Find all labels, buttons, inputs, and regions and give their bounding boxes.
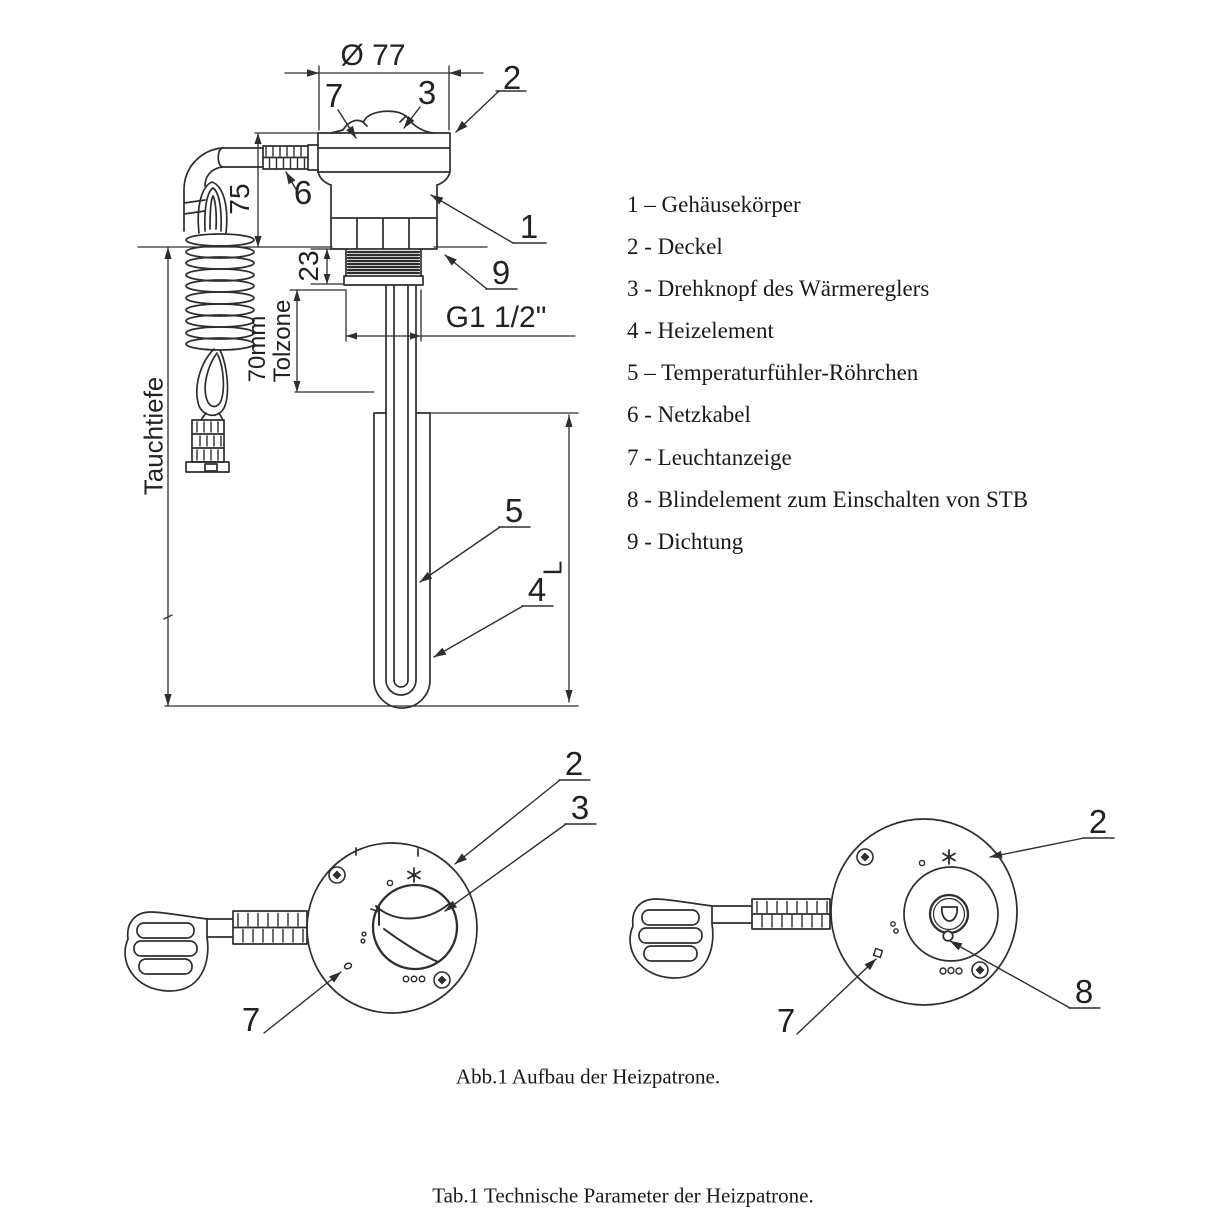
legend-item: 1 – Gehäusekörper [627, 192, 801, 217]
callout-leaders [286, 91, 553, 657]
frost-symbol-icon [943, 850, 955, 864]
knob-circle [373, 885, 457, 969]
dim-thread-label: G1 1/2" [445, 301, 547, 334]
knob-view-drawing [125, 780, 596, 1033]
power-plug [630, 899, 752, 978]
dim-thread-height-label: 23 [293, 250, 324, 282]
indicator-lamp [874, 949, 883, 958]
dim-height-label: 75 [224, 183, 255, 215]
legend-item: 2 - Deckel [627, 234, 723, 260]
housing-body [318, 133, 450, 285]
stb-view-drawing [630, 819, 1114, 1034]
dim-dead-zone-unit: Tolzone [269, 299, 296, 383]
recess-circle [904, 867, 998, 961]
callout-seal-main: 9 [491, 254, 511, 291]
dim-dead-zone-label [245, 300, 295, 383]
power-plug-side [186, 349, 229, 472]
indicator-lamp [344, 962, 353, 970]
legend-item: 8 - Blindelement zum Einschalten von STB [627, 486, 1029, 512]
figure-caption: Abb.1 Aufbau der Heizpatrone. [455, 1064, 721, 1089]
shaft-slot [942, 907, 957, 921]
dimension-arrows [164, 69, 572, 706]
seal-collar [344, 276, 423, 285]
legend-item: 4 - Heizelement [627, 318, 774, 344]
callout-cover-knob-view: 2 [564, 745, 584, 782]
legend-item: 5 – Temperaturfühler-Röhrchen [627, 360, 919, 386]
dial-markings [891, 860, 962, 974]
callout-sensor-main: 5 [504, 492, 524, 529]
callout-blind-stb-view: 8 [1074, 973, 1094, 1010]
legend [627, 184, 1028, 563]
cable-gland [752, 899, 830, 929]
legend-item: 9 - Dichtung [627, 528, 744, 554]
callout-cover-main: 2 [502, 59, 522, 96]
callout-cable-main: 6 [293, 174, 313, 211]
callout-lamp-stb-view: 7 [776, 1002, 796, 1039]
callout-cover-stb-view: 2 [1088, 803, 1108, 840]
callout-leaders [264, 780, 596, 1033]
cable-gland [218, 145, 318, 170]
power-plug [125, 912, 233, 991]
legend-item: 7 - Leuchtanzeige [627, 444, 792, 470]
main-view-drawing [138, 66, 578, 708]
callout-lamp-knob-view: 7 [241, 1001, 261, 1038]
legend-item: 6 - Netzkabel [627, 402, 751, 428]
blind-element-pin [943, 931, 953, 941]
callout-element-main: 4 [527, 571, 547, 608]
cable-gland [233, 911, 307, 944]
reference-lines [138, 66, 578, 706]
table-caption: Tab.1 Technische Parameter der Heizpatrone. [432, 1183, 814, 1208]
frost-symbol-icon [408, 868, 420, 882]
dim-dead-zone-value: 70mm [244, 315, 271, 383]
legend-item: 3 - Drehknopf des Wärmereglers [627, 276, 930, 302]
power-cord [184, 148, 227, 233]
callout-knob-main: 3 [417, 74, 437, 111]
dim-length-label: L [537, 560, 568, 576]
cord-loop-upper [198, 182, 227, 233]
heating-element-tubes [374, 285, 430, 708]
cover-circle [831, 819, 1017, 1005]
dial-markings [361, 880, 425, 981]
cord-loop-lower [197, 349, 228, 415]
callout-lamp-main: 7 [324, 77, 344, 114]
thread-hatching [348, 252, 419, 273]
dim-diameter-label: Ø 77 [340, 39, 406, 72]
dim-immersion-depth-label: Tauchtiefe [138, 376, 169, 496]
stem-circle [930, 895, 968, 933]
callout-housing-main: 1 [519, 208, 539, 245]
callout-knob-knob-view: 3 [570, 789, 590, 826]
